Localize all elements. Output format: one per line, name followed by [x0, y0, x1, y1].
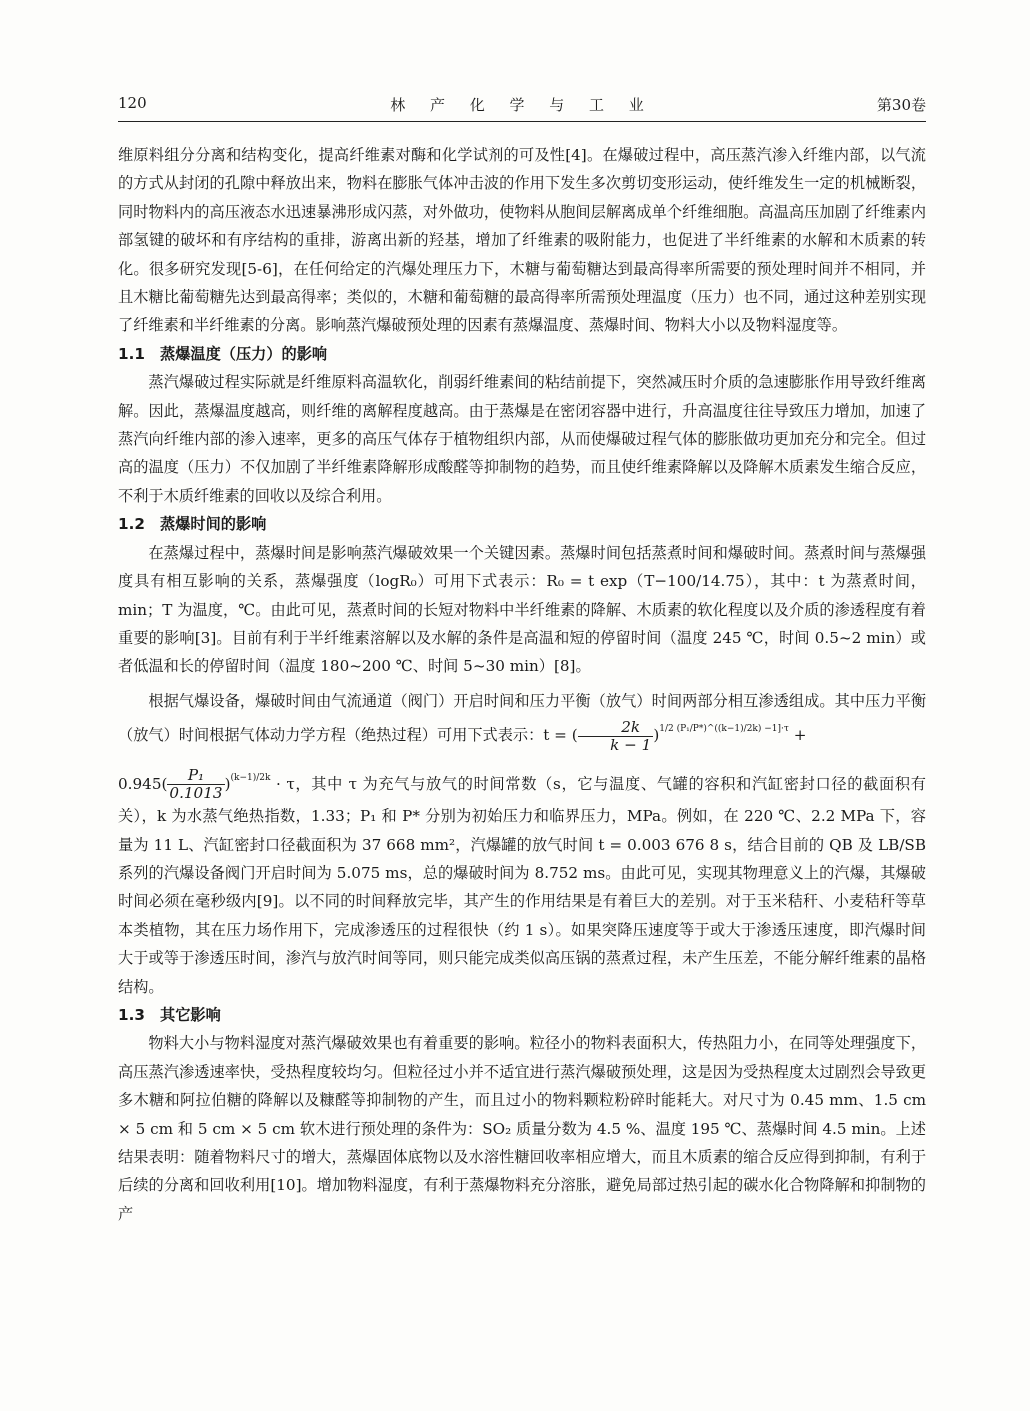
fraction-denominator: k − 1: [610, 735, 652, 754]
paragraph: 物料大小与物料湿度对蒸汽爆破效果也有着重要的影响。粒径小的物料表面积大，传热阻力小，在同等处理强度下，高压蒸汽渗透速率快，受热程度较均匀。但粒径过小并不适宜进行蒸汽爆破预处理，这是因为受热程度太过剧烈会导致更多木糖和阿拉伯糖的降解以及糠醛等抑制物的产生，而且过小的物料颗粒粉碎时能耗大。对尺寸为 0.45 mm、1.5 cm × 5 cm 和 5 cm × 5 cm 软木进行预处理的条件为：SO₂ 质量分数为 4.5 %、温度 195 ℃、蒸爆时间 4.5 min。上述结果表明：随着物料尺寸的增大，蒸爆固体底物以及水溶性糖回收率相应增大，而且木质素的缩合反应得到抑制，有利于后续的分离和回收利用[10]。增加物料湿度，有利于蒸爆物料充分溶胀，避免局部过热引起的碳水化合物降解和抑制物的产: [118, 1034, 926, 1223]
formula-exponent: 1/2 (P₁/P*)^((k−1)/2k) −1]·τ: [659, 724, 789, 735]
fraction-numerator: P₁: [167, 767, 224, 785]
header-rule: [118, 121, 926, 122]
formula-plus: +: [788, 726, 807, 745]
fraction-denominator: 0.1013: [169, 784, 223, 803]
formula-close-paren: ): [653, 726, 660, 745]
intro-paragraph: 维原料组分分离和结构变化，提高纤维素对酶和化学试剂的可及性[4]。在爆破过程中，高压蒸汽渗入纤维内部，以气流的方式从封闭的孔隙中释放出来，物料在膨胀气体冲击波的作用下发生多次剪切变形运动，使纤维发生一定的机械断裂，同时物料内的高压液态水迅速暴沸形成闪蒸，对外做功，使物料从胞间层解离成单个纤维细胞。高温高压加剧了纤维素内部氢键的破坏和有序结构的重排，游离出新的羟基，增加了纤维素的吸附能力，也促进了半纤维素的水解和木质素的转化。很多研究发现[5-6]，在任何给定的汽爆处理压力下，木糖与葡萄糖达到最高得率所需要的预处理时间并不相同，并且木糖比葡萄糖先达到最高得率；类似的，木糖和葡萄糖的最高得率所需预处理温度（压力）也不同，通过这种差别实现了纤维素和半纤维素的分离。影响蒸汽爆破预处理的因素有蒸爆温度、蒸爆时间、物料大小以及物料湿度等。: [118, 146, 926, 335]
section-heading-1-3: [118, 1001, 926, 1029]
formula-coefficient: 0.945(: [118, 774, 168, 793]
section-heading-1-2: [118, 510, 926, 538]
formula-exponent: (k−1)/2k: [230, 772, 271, 783]
formula-lead-text: 根据气爆设备，爆破时间由气流通道（阀门）开启时间和压力平衡（放气）时间两部分相互渗透组成。其中压力平衡（放气）时间根据气体动力学方程（绝热过程）可用下式表示：t = (: [118, 691, 926, 745]
paragraph-formula-continued: [118, 764, 926, 1001]
fraction-p1-over-01013: [167, 767, 224, 802]
fraction-numerator: 2k: [578, 719, 654, 737]
section-title: 其它影响: [160, 1005, 221, 1024]
section-title: 蒸爆时间的影响: [160, 515, 267, 534]
fraction-2k-over-k-1: [578, 719, 654, 754]
article-body: [118, 141, 926, 1228]
journal-title: 林 产 化 学 与 工 业: [390, 96, 654, 114]
section-heading-1-1: [118, 340, 926, 368]
volume-label: 第30卷: [876, 96, 926, 114]
formula-close-paren: ): [224, 774, 231, 793]
paragraph-with-formula: [118, 687, 926, 754]
paragraph: 在蒸爆过程中，蒸爆时间是影响蒸汽爆破效果一个关键因素。蒸爆时间包括蒸煮时间和爆破时间。蒸煮时间与蒸爆强度具有相互影响的关系，蒸爆强度（logR₀）可用下式表示：R₀ = t exp（T−100/14.75），其中：t 为蒸煮时间，min；T 为温度，℃。由此可见，蒸煮时间的长短对物料中半纤维素的降解、木质素的软化程度以及介质的渗透程度有着重要的影响[3]。目前有利于半纤维素溶解以及水解的条件是高温和短的停留时间（温度 245 ℃，时间 0.5~2 min）或者低温和长的停留时间（温度 180~200 ℃、时间 5~30 min）[8]。: [118, 543, 926, 676]
page-number: 120: [118, 94, 147, 112]
running-header: [118, 94, 926, 120]
section-number: 1.2: [118, 515, 145, 534]
paragraph: 蒸汽爆破过程实际就是纤维原料高温软化，削弱纤维素间的粘结前提下，突然减压时介质的急速膨胀作用导致纤维离解。因此，蒸爆温度越高，则纤维的离解程度越高。由于蒸爆是在密闭容器中进行，升高温度往往导致压力增加，加速了蒸汽向纤维内部的渗入速率，更多的高压气体存于植物组织内部，从而使爆破过程气体的膨胀做功更加充分和完全。但过高的温度（压力）不仅加剧了半纤维素降解形成酸醛等抑制物的趋势，而且使纤维素降解以及降解木质素发生缩合反应，不利于木质纤维素的回收以及综合利用。: [118, 373, 926, 505]
paragraph-text: · τ，其中 τ 为充气与放气的时间常数（s，它与温度、气罐的容积和汽缸密封口径的截面积有关），k 为水蒸气绝热指数，1.33；P₁ 和 P* 分别为初始压力和临界压力，MPa。例如，在 220 ℃、2.2 MPa 下，容量为 11 L、汽缸密封口径截面积为 37 668 mm²，汽爆罐的放气时间 t = 0.003 676 8 s，结合目前的 QB 及 LB/SB 系列的汽爆设备阀门开启时间为 5.075 ms，总的爆破时间为 8.752 ms。由此可见，实现其物理意义上的汽爆，其爆破时间必须在毫秒级内[9]。以不同的时间释放完毕，其产生的作用结果是有着巨大的差别。对于玉米秸秆、小麦秸秆等草本类植物，其在压力场作用下，完成渗透压的过程很快（约 1 s）。如果突降压速度等于或大于渗透压速度，即汽爆时间大于或等于渗透压时间，渗汽与放汽时间等同，则只能完成类似高压锅的蒸煮过程，未产生压差，不能分解纤维素的晶格结构。: [118, 774, 926, 996]
section-number: 1.3: [118, 1005, 145, 1024]
section-title: 蒸爆温度（压力）的影响: [160, 344, 328, 363]
section-number: 1.1: [118, 344, 145, 363]
